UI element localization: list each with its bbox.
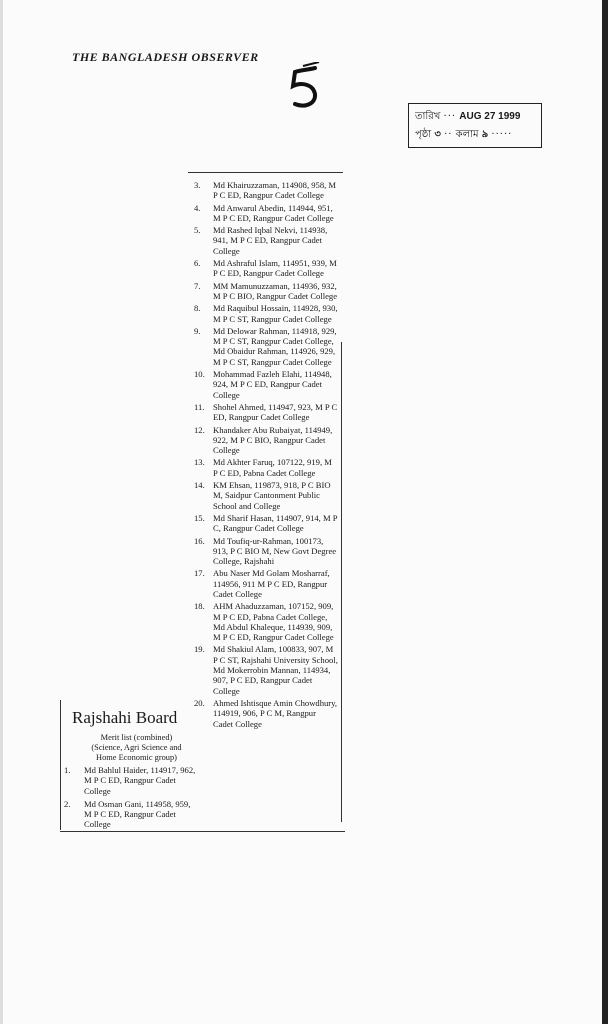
stamp-page-value: ৩ [434, 129, 441, 140]
merit-entry [188, 698, 338, 729]
merit-entry [188, 536, 338, 567]
merit-list-clipping-right [188, 172, 346, 824]
entry-number: 2. [64, 798, 71, 809]
entry-number: 4. [194, 202, 201, 213]
entry-number: 15. [194, 512, 205, 523]
entry-number: 3. [194, 180, 201, 190]
newspaper-masthead: THE BANGLADESH OBSERVER [72, 50, 259, 64]
entry-number: 16. [194, 535, 205, 546]
entry-number: 9. [194, 325, 201, 336]
entry-text: Md Bahlul Haider, 114917, 962, M P C ED, Rangpur Cadet College [84, 765, 196, 796]
stamp-date-label: তারিখ [415, 111, 441, 122]
entry-number: 18. [194, 601, 205, 612]
merit-entry [188, 225, 338, 256]
stamp-date-value: AUG 27 1999 [459, 111, 521, 122]
merit-entry [188, 480, 338, 511]
entry-text: Abu Naser Md Golam Mosharraf, 114956, 911 M P C ED, Rangpur Cadet College [213, 568, 330, 599]
entry-number: 1. [64, 765, 71, 775]
entry-number: 17. [194, 568, 205, 579]
stamp-page-row: পৃষ্ঠা ৩ ·· কলাম ৯ ····· [415, 129, 513, 140]
clipping-edge [60, 700, 61, 830]
entry-text: AHM Ahaduzzaman, 107152, 909, M P C ED, Pabna Cadet College, Md Abdul Khaleque, 114939, 909, M P C ED, Rangpur Cadet College [213, 601, 334, 643]
merit-entry [188, 326, 338, 367]
stamp-column-value: ৯ [481, 129, 489, 140]
merit-entry [188, 180, 338, 201]
subtitle-line: Merit list (combined) [100, 733, 173, 742]
entry-number: 14. [194, 480, 205, 491]
merit-list-clipping-left [60, 700, 200, 832]
clipping-edge [188, 172, 343, 173]
clipping-edge [341, 342, 342, 822]
entry-text: Ahmed Ishtisque Amin Chowdhury, 114919, 906, P C M, Rangpur Cadet College [213, 697, 338, 729]
entry-text: Md Anwarul Abedin, 114944, 951, M P C ED, Rangpur Cadet College [213, 202, 334, 223]
stamp-column-label: কলাম [455, 129, 479, 140]
entry-text: Md Akhter Faruq, 107122, 919, M P C ED, Pabna Cadet College [213, 457, 332, 478]
archive-stamp [408, 103, 542, 148]
merit-entry [188, 203, 338, 224]
entry-text: Md Rashed Iqbal Nekvi, 114938, 941, M P C ED, Rangpur Cadet College [213, 225, 328, 256]
stamp-date-row: তারিখ ··· AUG 27 1999 [415, 111, 521, 122]
entry-text: Md Toufiq-ur-Rahman, 100173, 913, P C BIO M, New Govt Degree College, Rajshahi [213, 535, 337, 567]
entry-number: 12. [194, 424, 205, 435]
entry-text: Khandaker Abu Rubaiyat, 114949, 922, M P C BIO, Rangpur Cadet College [213, 424, 333, 456]
entry-text: Md Osman Gani, 114958, 959, M P C ED, Rangpur Cadet College [84, 798, 191, 830]
merit-entry [188, 402, 338, 423]
entry-text: KM Ehsan, 119873, 918, P C BIO M, Saidpur Cantonment Public School and College [213, 480, 331, 511]
merit-entries [64, 765, 199, 833]
entry-number: 8. [194, 303, 201, 314]
merit-entry [188, 457, 338, 478]
entry-text: Md Delowar Rahman, 114918, 929, M P C ST, Rangpur Cadet College, Md Obaidur Rahman, 114926, 929, M P C ST, Rangpur Cadet College [213, 325, 337, 367]
entry-number: 10. [194, 369, 205, 380]
merit-list-subtitle [74, 733, 199, 763]
handwritten-five-icon [285, 62, 325, 112]
subtitle-line: Home Economic group) [96, 753, 177, 762]
entry-text: Md Ashraful Islam, 114951, 939, M P C ED, Rangpur Cadet College [213, 258, 337, 279]
merit-entry [188, 425, 338, 456]
entry-number: 19. [194, 644, 205, 655]
merit-entry [188, 369, 338, 400]
entry-number: 6. [194, 258, 201, 269]
entry-number: 11. [194, 401, 205, 412]
merit-entry [188, 568, 338, 599]
stamp-page-label: পৃষ্ঠা [415, 129, 432, 140]
entry-text: MM Mamunuzzaman, 114936, 932, M P C BIO, Rangpur Cadet College [213, 280, 338, 301]
entry-text: Md Raquibul Hossain, 114928, 930, M P C ST, Rangpur Cadet College [213, 303, 338, 324]
handwritten-number [285, 62, 325, 112]
merit-entries [188, 180, 338, 731]
entry-text: Md Shakiul Alam, 100833, 907, M P C ST, Rajshahi University School, Md Mokerrobin Mannan, 114934, 907, P C ED, Rangpur Cadet College [213, 644, 338, 696]
page-left-edge [0, 0, 3, 1024]
entry-text: Shohel Ahmed, 114947, 923, M P C ED, Rangpur Cadet College [213, 401, 338, 423]
merit-entry [188, 258, 338, 279]
entry-text: Md Khairuzzaman, 114908, 958, M P C ED, Rangpur Cadet College [213, 180, 337, 201]
merit-entry [188, 644, 338, 695]
entry-text: Mohammad Fazleh Elahi, 114948, 924, M P C ED, Rangpur Cadet College [213, 369, 332, 400]
board-title: Rajshahi Board [72, 708, 178, 727]
entry-number: 20. [194, 697, 205, 708]
merit-entry [188, 303, 338, 324]
merit-entry [64, 765, 199, 796]
entry-number: 7. [194, 280, 201, 291]
merit-entry [188, 601, 338, 642]
page-right-edge [602, 0, 608, 1024]
merit-entry [64, 799, 199, 830]
merit-entry [188, 281, 338, 302]
entry-number: 13. [194, 457, 205, 468]
merit-entry [188, 513, 338, 534]
entry-text: Md Sharif Hasan, 114907, 914, M P C, Rangpur Cadet College [213, 512, 338, 534]
subtitle-line: (Science, Agri Science and [91, 743, 182, 752]
entry-number: 5. [194, 225, 201, 236]
